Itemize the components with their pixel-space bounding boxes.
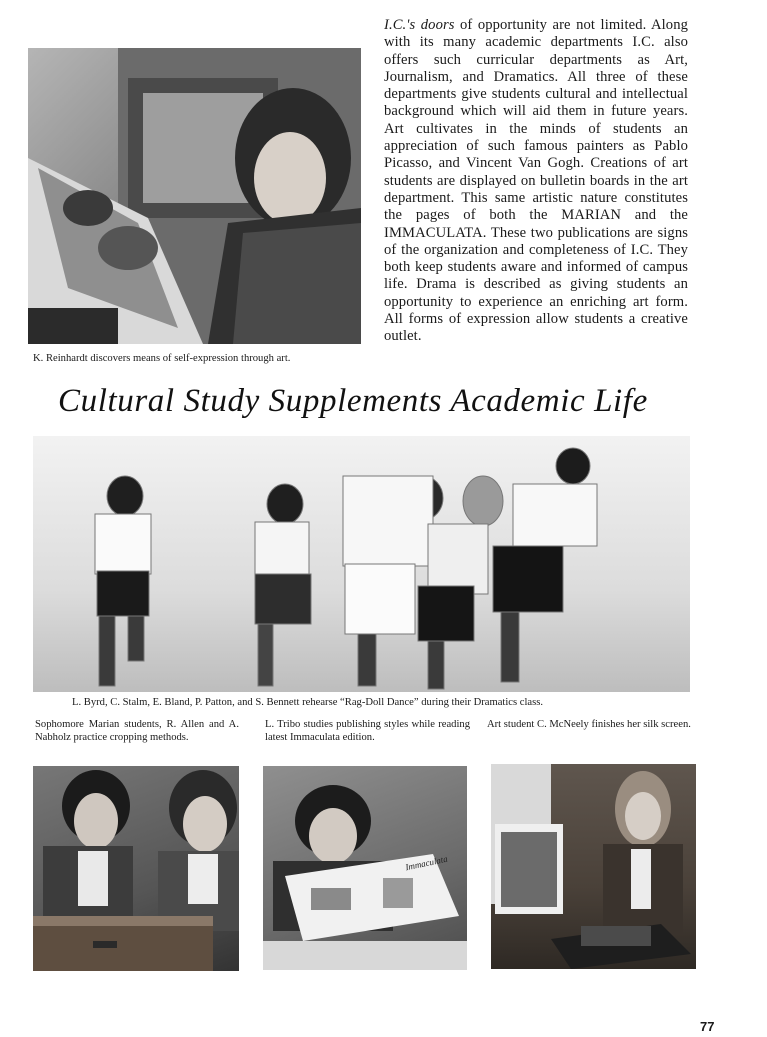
article-text: of opportunity are not limited. Along with its many academic departments I.C. also offers such curricular departments as Art, Journalism, and Dramatics. All three of these departments give students cultural and intellectual background which will aid them in future years. Art cultivates in the minds of students an appreciation of such famous painters as Pablo Picasso, and Vincent Van Gogh. Creations of art students are displayed on bulletin boards in the art department. This same artistic nature constitutes the pages of both the MARIAN and the IMMACULATA. These two publications are signs of the organization and completeness of I.C. They both keep students aware and informed of campus life. Drama is described as giving students an opportunity to experience an enriching art form. All forms of expression allow students a creative outlet. bbox=[384, 17, 688, 345]
publishing-photo bbox=[263, 766, 467, 970]
publishing-photo-caption: L. Tribo studies publishing styles while reading latest Immaculata edition. bbox=[265, 719, 470, 743]
article-lead: I.C.'s doors bbox=[384, 17, 455, 33]
silkscreen-photo bbox=[491, 764, 696, 969]
dance-photo bbox=[33, 436, 690, 692]
page-number: 77 bbox=[700, 1019, 715, 1034]
newspaper-masthead: Immaculata bbox=[404, 853, 449, 873]
art-photo-caption: K. Reinhardt discovers means of self-expression through art. bbox=[33, 353, 291, 364]
dance-photo-caption: L. Byrd, C. Stalm, E. Bland, P. Patton, and S. Bennett rehearse “Rag-Doll Dance” during their Dramatics class. bbox=[72, 697, 544, 708]
cropping-photo bbox=[33, 766, 239, 971]
cropping-photo-caption: Sophomore Marian students, R. Allen and A. Nabholz practice cropping methods. bbox=[35, 719, 239, 743]
page-headline: Cultural Study Supplements Academic Life bbox=[58, 383, 648, 419]
art-photo bbox=[28, 48, 361, 344]
silkscreen-photo-caption: Art student C. McNeely finishes her silk screen. bbox=[487, 719, 691, 730]
article-body bbox=[384, 17, 688, 346]
